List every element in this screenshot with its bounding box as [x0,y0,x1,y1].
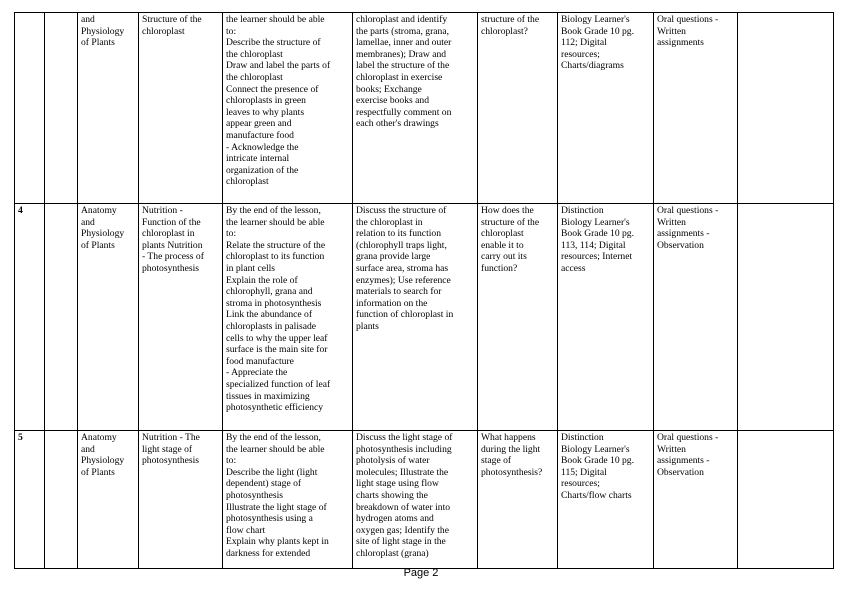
strand-cell: and Physiology of Plants [78,13,139,204]
assessment-cell: Oral questions - Written assignments [654,13,738,204]
key-inquiry-cell: How does the structure of the chloroplast enable it to carry out its function? [478,204,558,431]
sub-strand-cell: Nutrition - Function of the chloroplast in plants Nutrition - The process of photosynthesis [139,204,223,431]
learning-resources-cell: Distinction Biology Learner's Book Grade 10 pg. 113, 114; Digital resources; Internet access [558,204,654,431]
lesson-cell [45,204,78,431]
key-inquiry-cell: structure of the chloroplast? [478,13,558,204]
remarks-cell [738,204,834,431]
assessment-cell: Oral questions - Written assignments - Observation [654,204,738,431]
strand-cell: Anatomy and Physiology of Plants [78,204,139,431]
sub-strand-cell: Nutrition - The light stage of photosynthesis [139,431,223,569]
key-inquiry-cell: What happens during the light stage of photosynthesis? [478,431,558,569]
week-cell [15,13,45,204]
table-row [15,204,834,431]
week-cell: 4 [15,204,45,431]
remarks-cell [738,13,834,204]
learning-experiences-cell: chloroplast and identify the parts (stroma, grana, lamellae, inner and outer membranes); Draw and label the structure of the chloroplast in exercise books; Exchange exercise books and respectfully comment on each other's drawings [353,13,478,204]
week-cell: 5 [15,431,45,569]
strand-cell: Anatomy and Physiology of Plants [78,431,139,569]
learning-resources-cell: Distinction Biology Learner's Book Grade 10 pg. 115; Digital resources; Charts/flow charts [558,431,654,569]
learning-experiences-cell: Discuss the structure of the chloroplast in relation to its function (chlorophyll traps light, grana provide large surface area, stroma has enzymes); Use reference materials to search for information on the function of chloroplast in plants [353,204,478,431]
assessment-cell: Oral questions - Written assignments - Observation [654,431,738,569]
lesson-cell [45,13,78,204]
page-number: Page 2 [403,567,439,579]
remarks-cell [738,431,834,569]
sub-strand-cell: Structure of the chloroplast [139,13,223,204]
lesson-cell [45,431,78,569]
learning-outcomes-cell: By the end of the lesson, the learner should be able to: Relate the structure of the chloroplast to its function in plant cells Explain the role of chlorophyll, grana and stroma in photosynthesis Link the abundance of chloroplasts in palisade cells to why the upper leaf surface is the main site for food manufacture - Appreciate the specialized function of leaf tissues in maximizing photosynthetic efficiency [223,204,353,431]
scheme-of-work-table [14,12,834,569]
learning-outcomes-cell: By the end of the lesson, the learner should be able to: Describe the light (light dependent) stage of photosynthesis Illustrate the light stage of photosynthesis using a flow chart Explain why plants kept in darkness for extended [223,431,353,569]
learning-resources-cell: Biology Learner's Book Grade 10 pg. 112; Digital resources; Charts/diagrams [558,13,654,204]
learning-experiences-cell: Discuss the light stage of photosynthesis including photolysis of water molecules; Illustrate the light stage using flow charts showing the breakdown of water into hydrogen atoms and oxygen gas; Identify the site of light stage in the chloroplast (grana) [353,431,478,569]
table-row [15,13,834,204]
table-row [15,431,834,569]
learning-outcomes-cell: the learner should be able to: Describe the structure of the chloroplast Draw and label the parts of the chloroplast Connect the presence of chloroplasts in green leaves to why plants appear green and manufacture food - Acknowledge the intricate internal organization of the chloroplast [223,13,353,204]
